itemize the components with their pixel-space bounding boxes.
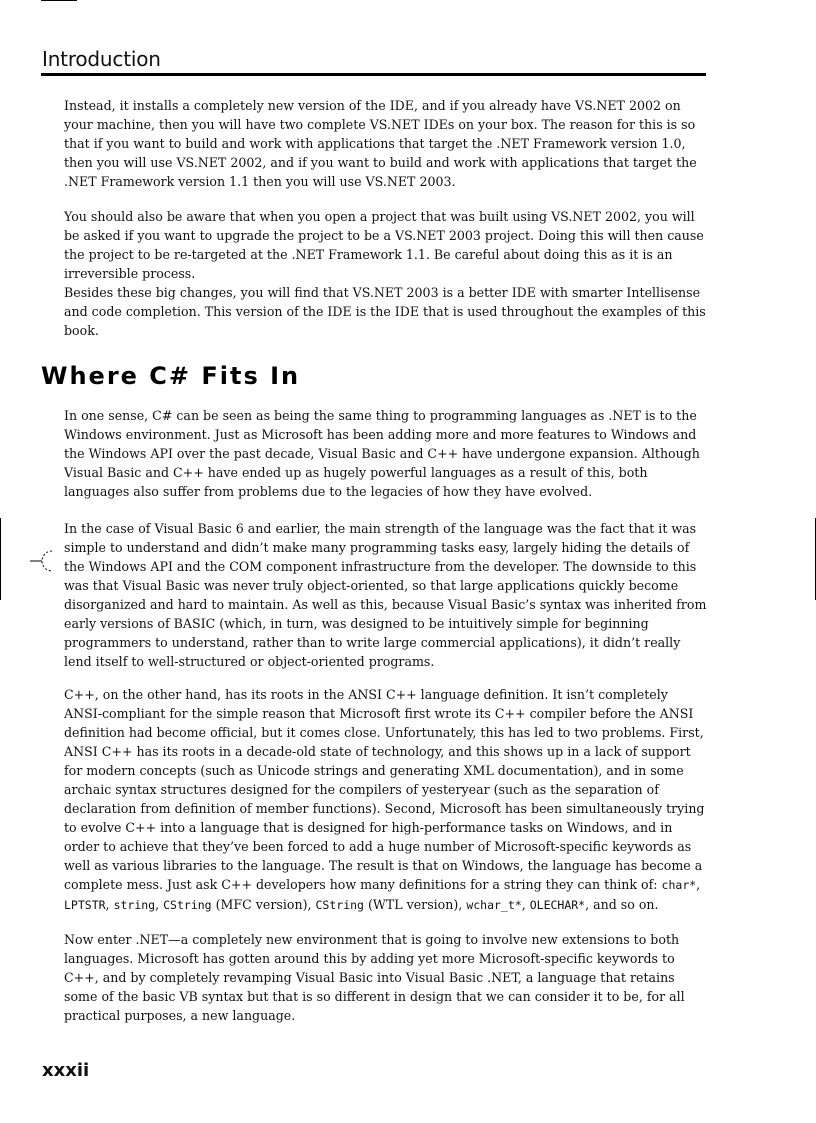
header-rule: [41, 73, 706, 76]
left-crop-mark: [0, 518, 1, 600]
registration-mark-icon: [30, 549, 60, 573]
code-string: string: [113, 898, 156, 912]
paragraph-cpp: C++, on the other hand, has its roots in the ANSI C++ language definition. It isn’t completely ANSI-compliant for the simple reason that Microsoft first wrote its C++ compiler before the ANSI definition had become official, but it comes close. Unfortunately, this has led to two problems. First, ANSI C++ has its roots in a decade-old state of technology, and this shows up in a lack of support for modern concepts (such as Unicode strings and generating XML documentation), and in some archaic syntax structures designed for the compilers of yesteryear (such as the separation of declaration from definition of member functions). Second, Microsoft has been simultaneously trying to evolve C++ into a language that is designed for high-performance tasks on Windows, and in order to achieve that they’ve been forced to add a huge number of Microsoft-specific keywords as well as various libraries to the language. The result is that on Windows, the language has become a complete mess. Just ask C++ developers how many definitions for a string they can think of: char*, LPTSTR, string, CString (MFC version), CString (WTL version), wchar_t*, OLECHAR*, and so on.: [64, 687, 705, 912]
wtl-note: (WTL version),: [367, 897, 463, 912]
code-char-ptr: char*: [661, 878, 697, 892]
paragraph-ide-install: Instead, it installs a completely new version of the IDE, and if you already have VS.NET 2002 on your machine, then you will have two complete VS.NET IDEs on your box. The reason for this is so that if you want to build and work with applications that target the .NET Framework version 1.0, then you will use VS.NET 2002, and if you want to build and work with applications that target the .NET Framework version 1.1 then you will use VS.NET 2003.: [64, 98, 697, 189]
top-rule: [41, 0, 77, 1]
paragraph-visual-basic: In the case of Visual Basic 6 and earlier, the main strength of the language was the fact that it was simple to understand and didn’t make many programming tasks easy, largely hiding the details of the Windows API and the COM component infrastructure from the developer. The downside to this was that Visual Basic was never truly object-oriented, so that large applications quickly become disorganized and hard to maintain. As well as this, because Visual Basic’s syntax was inherited from early versions of BASIC (which, in turn, was designed to be intuitively simple for beginning programmers to understand, rather than to write large commercial applications), it didn’t really lend itself to well-structured or object-oriented programs.: [64, 521, 707, 669]
code-olechar-ptr: OLECHAR*: [529, 898, 586, 912]
code-wchar-ptr: wchar_t*: [466, 898, 522, 912]
cpp-text: C++, on the other hand, has its roots in the ANSI C++ language definition. It isn’t completely ANSI-compliant for the simple reason that Microsoft first wrote its C++ compiler before the ANSI definition had become official, but it comes close. Unfortunately, this has led to two problems. First, ANSI C++ has its roots in a decade-old state of technology, and this shows up in a lack of support for modern concepts (such as Unicode strings and generating XML documentation), and in some archaic syntax structures designed for the compilers of yesteryear (such as the separation of declaration from definition of member functions). Second, Microsoft has been simultaneously trying to evolve C++ into a language that is designed for high-performance tasks on Windows, and in order to achieve that they’ve been forced to add a huge number of Microsoft-specific keywords as well as various libraries to the language. The result is that on Windows, the language has become a complete mess. Just ask C++ developers how many definitions for a string they can think of:: [64, 687, 705, 892]
paragraph-csharp-sense: In one sense, C# can be seen as being the same thing to programming languages as .NET is to the Windows environment. Just as Microsoft has been adding more and more features to Windows and the Windows API over the past decade, Visual Basic and C++ have undergone expansion. Although Visual Basic and C++ have ended up as hugely powerful languages as a result of this, both languages also suffer from problems due to the legacies of how they have evolved.: [64, 408, 700, 499]
page-number: xxxii: [42, 1060, 90, 1081]
code-cstring-wtl: CString: [315, 898, 364, 912]
cpp-tail: , and so on.: [585, 897, 659, 912]
code-cstring-mfc: CString: [163, 898, 212, 912]
paragraph-enter-dotnet: Now enter .NET—a completely new environment that is going to involve new extensions to both languages. Microsoft has gotten around this by adding yet more Microsoft-specific keywords to C++, and by completely revamping Visual Basic into Visual Basic .NET, a language that retains some of the basic VB syntax but that is so different in design that we can consider it to be, for all practical purposes, a new language.: [64, 932, 685, 1023]
running-head: Introduction: [42, 47, 161, 71]
code-lptstr: LPTSTR: [64, 898, 106, 912]
mfc-note: (MFC version),: [215, 897, 312, 912]
section-heading: Where C# Fits In: [41, 362, 301, 390]
paragraph-ide-improvements: Besides these big changes, you will find that VS.NET 2003 is a better IDE with smarter Intellisense and code completion. This version of the IDE is the IDE that is used throughout the examples of this book.: [64, 285, 706, 338]
paragraph-upgrade-project: You should also be aware that when you open a project that was built using VS.NET 2002, you will be asked if you want to upgrade the project to be a VS.NET 2003 project. Doing this will then cause the project to be re-targeted at the .NET Framework 1.1. Be careful about doing this as it is an irreversible process.: [64, 209, 704, 281]
